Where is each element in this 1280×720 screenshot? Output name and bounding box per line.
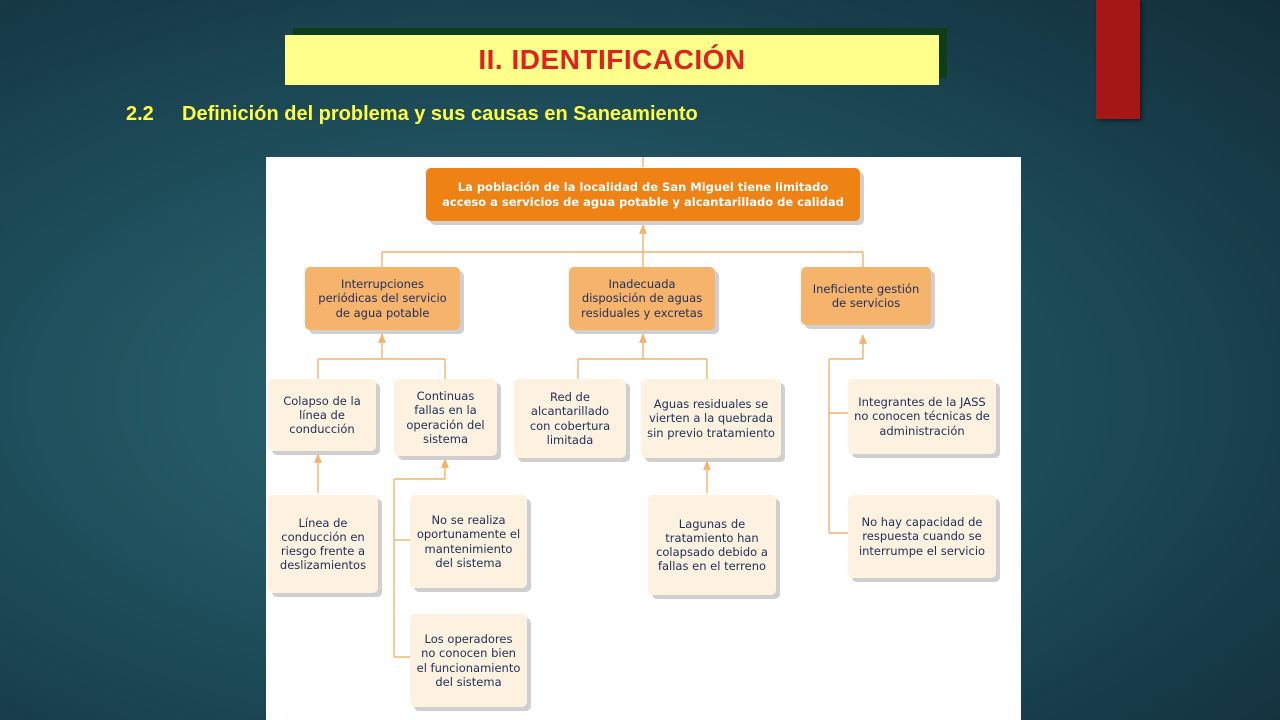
problem-box: La población de la localidad de San Miguel tiene limitado acceso a servicios de agua potable y alcantarillado de calidad [426, 168, 860, 221]
root-cause-box-operadores: Los operadores no conocen bien el funcionamiento del sistema [410, 614, 527, 707]
root-cause-box-mantenimiento: No se realiza oportunamente el mantenimiento del sistema [410, 495, 527, 588]
subtitle-text: Definición del problema y sus causas en Saneamiento [182, 103, 698, 125]
subcause-box-fallas-operacion: Continuas fallas en la operación del sistema [394, 379, 497, 456]
subcause-box-aguas-residuales: Aguas residuales se vierten a la quebrada sin previo tratamiento [641, 379, 781, 458]
subcause-box-capacidad-respuesta: No hay capacidad de respuesta cuando se interrumpe el servicio [848, 495, 996, 578]
subtitle-number: 2.2 [126, 103, 154, 125]
section-title: II. IDENTIFICACIÓN [285, 35, 939, 85]
cause-box-interrupciones: Interrupciones periódicas del servicio de agua potable [305, 267, 460, 330]
slide-subtitle [126, 103, 698, 126]
problem-tree-diagram [266, 157, 1021, 720]
subcause-box-jass: Integrantes de la JASS no conocen técnicas de administración [848, 379, 996, 454]
red-accent-tab [1096, 0, 1140, 119]
subcause-box-colapso: Colapso de la línea de conducción [268, 379, 376, 451]
root-cause-box-deslizamientos: Línea de conducción en riesgo frente a deslizamientos [268, 495, 378, 593]
root-cause-box-lagunas: Lagunas de tratamiento han colapsado debido a fallas en el terreno [648, 495, 776, 595]
subcause-box-red-alcantarillado: Red de alcantarillado con cobertura limitada [514, 379, 626, 458]
cause-box-disposicion: Inadecuada disposición de aguas residuales y excretas [569, 267, 715, 330]
cause-box-gestion: Ineficiente gestión de servicios [801, 267, 931, 325]
